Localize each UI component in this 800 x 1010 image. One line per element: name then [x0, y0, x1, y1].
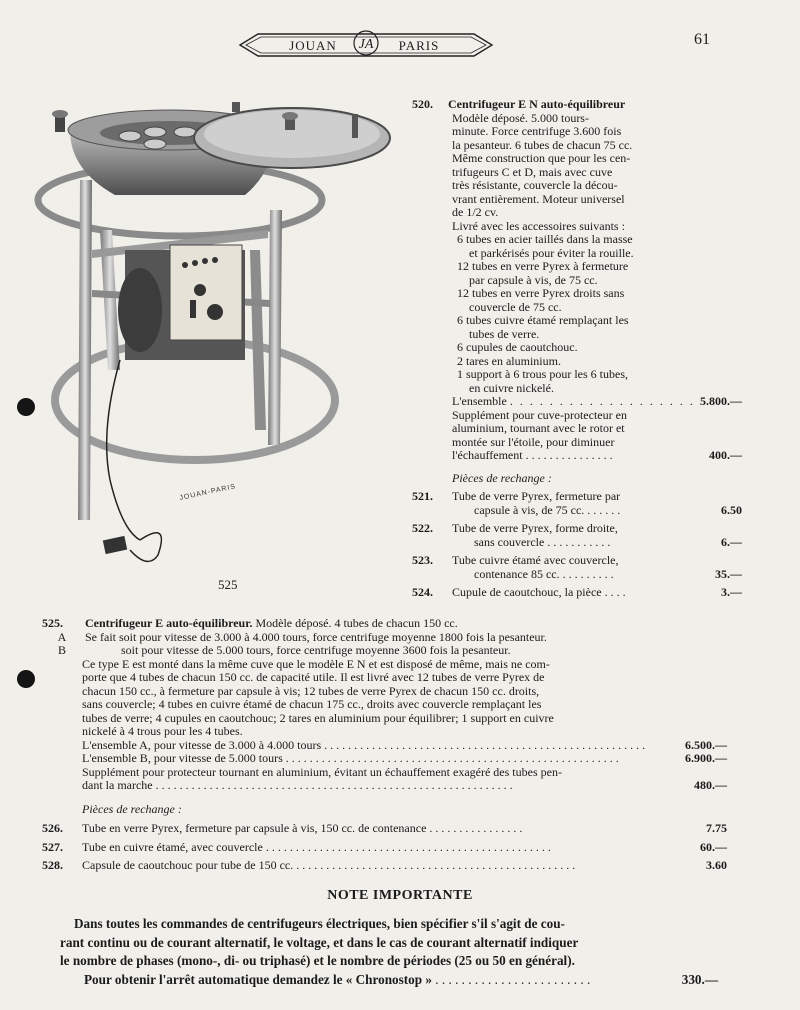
svg-text:JA: JA	[358, 37, 374, 52]
page-number: 61	[694, 31, 710, 48]
spares-list	[42, 822, 727, 873]
variant-b: soit pour vitesse de 5.000 tours, force centrifuge moyenne 3600 fois la pesanteur.	[121, 643, 511, 657]
spares-list	[412, 490, 742, 600]
supplement-price: 480.—	[694, 778, 727, 792]
logo-brand-right: PARIS	[398, 38, 440, 53]
spares-title: Pièces de rechange :	[82, 801, 182, 816]
jouan-paris-logo	[236, 28, 496, 62]
list-item: 6 cupules de caoutchouc.	[457, 340, 578, 354]
note-body: Dans toutes les commandes de centrifugeurs électriques, bien spécifier s'il s'agit de cou- rant continu ou de courant alternatif, le voltage, et dans le cas de courant alternatif indiquer le nombre de phases (mono-, di- ou triphasé) et le nombre de périodes (25 ou 50 en général). Pour obtenir l'arrêt automatique demandez le « Chronostop » . . . . . . . . . . . . . . . . . . . . . . . . 330.—	[60, 915, 732, 989]
list-item: 526. Tube en verre Pyrex, fermeture par capsule à vis, 150 cc. de contenance . . . . . . . . . . . . . . . . 7.75	[42, 821, 727, 835]
note-title: NOTE IMPORTANTE	[327, 888, 473, 903]
list-item: 2 tares en aluminium.	[457, 353, 561, 368]
list-item: 522. Tube de verre Pyrex, forme droite, sans couvercle . . . . . . . . . . . 6.—	[412, 521, 742, 549]
chronostop-price: 330.—	[681, 971, 718, 987]
supplement-price: 400.—	[709, 448, 742, 462]
chronostop-line: Pour obtenir l'arrêt automatique demandez le « Chronostop » . . . . . . . . . . . . . . . . . . . . . . . . 330.—	[60, 971, 732, 990]
list-item: 6 tubes cuivre étamé remplaçant les	[457, 313, 629, 327]
item-title: Centrifugeur E N auto-équilibreur	[448, 97, 626, 111]
item-520: 520. Centrifugeur E N auto-équilibreur Modèle déposé. 5.000 tours- minute. Force centrifuge 3.600 fois la pesanteur. 6 tubes de chacun 75 cc. Même construction que pour les cen- trifugeurs C et D, mais avec cuve très résistante, couvercle la décou- vrant entièrement. Moteur universel de 1/2 cv. Livré avec les accessoires suivants : 6 tubes en acier taillés dans la masse et parkérisés pour éviter la rouille. 12 tubes en verre Pyrex à fermeture par capsule à vis, de 75 cc. 12 tubes en verre Pyrex droits sans couvercle de 75 cc. 6 tubes cuivre étamé remplaçant les tubes de verre. 6 cupules de caoutchouc. 2 tares en aluminium. 1 support à 6 trous pour les 6 tubes, en cuivre nickelé. L'ensemble . . . . . . . . . . . . . . . . . . . 5.800.— Supplément pour cuve-protecteur en aluminium, tournant avec le rotor et montée sur l'étoile, pour diminuer l'échauffement . . . . . . . . . . . . . . . 400.— Pièces de rechange : 521. Tube de verre Pyrex, fermeture par capsule à vis, de 75 cc. . . . . . . 6.50 522. Tube de verre Pyrex, forme droite, sans couvercle . . . . . . . . . . . 6.— 523. Tube cuivre étamé avec couvercle, contenance 85 cc. . . . . . . . . . 35.— 524. Cupule de caoutchouc, la pièce . . . . 3.—	[412, 97, 742, 599]
item-description: Modèle déposé. 5.000 tours- minute. Force centrifuge 3.600 fois la pesanteur. 6 tubes de chacun 75 cc. Même construction que pour les cen- trifugeurs C et D, mais avec cuve très résistante, couvercle la décou- vrant entièrement. Moteur universel de 1/2 cv. Livré avec les accessoires suivants :	[452, 110, 633, 233]
list-item: 6 tubes en acier taillés dans la masse	[457, 232, 633, 246]
spares-title: Pièces de rechange :	[452, 470, 552, 485]
illustration-stamp: JOUAN-PARIS	[178, 483, 237, 502]
variant-a: Se fait soit pour vitesse de 3.000 à 4.000 tours, force centrifuge moyenne 1800 fois la pesanteur.	[85, 629, 547, 644]
list-item: 521. Tube de verre Pyrex, fermeture par capsule à vis, de 75 cc. . . . . . . 6.50	[412, 489, 742, 517]
ensemble-price: 5.800.—	[700, 394, 742, 408]
list-item: 524. Cupule de caoutchouc, la pièce . . . . 3.—	[412, 585, 742, 599]
ensemble-label: L'ensemble	[452, 394, 507, 408]
list-item: 1 support à 6 trous pour les 6 tubes,	[457, 367, 628, 381]
list-item: 528. Capsule de caoutchouc pour tube de 150 cc. . . . . . . . . . . . . . . . . . . . . . . . . . . . . . . . . . . . . . . . . . . . . . . . 3.60	[42, 858, 727, 872]
centrifuge-illustration	[30, 100, 400, 580]
item-description: Ce type E est monté dans la même cuve que le modèle E N et est disposé de même, mais ne com- porte que 4 tubes de chacun 150 cc. de capacité utile. Il est livré avec 12 tubes de verre Pyrex de chacun 150 cc., à fermeture par capsule à vis; 12 tubes de verre Pyrex de chacun 150 cc. droits, sans couvercle; 4 tubes en cuivre étamé de chacun 175 cc., droits avec couvercle remplaçant les tubes de verre; 4 cupules en caoutchouc; 2 tares en aluminium pour équilibrer; 1 support en cuivre nickelé à 4 trous pour les 4 tubes. L'ensemble A, pour vitesse de 3.000 à 4.000 tours . . . . . . . . . . . . . . . . . . . . . . . . . . . . . . . . . . . . . . . . . . . . . . . . . . . . . . 6.500.— L'ensemble B, pour vitesse de 5.000 tours . . . . . . . . . . . . . . . . . . . . . . . . . . . . . . . . . . . . . . . . . . . . . . . . . . . . . . . . 6.900.— Supplément pour protecteur tournant en aluminium, évitant un échauffement exagéré des tubes pen- dant la marche . . . . . . . . . . . . . . . . . . . . . . . . . . . . . . . . . . . . . . . . . . . . . . . . . . . . . . . . . . . . 480.—	[82, 656, 727, 792]
list-item: 527. Tube en cuivre étamé, avec couvercle . . . . . . . . . . . . . . . . . . . . . . . . . . . . . . . . . . . . . . . . . . . . . . . . 60.—	[42, 839, 727, 854]
item-title: Centrifugeur E auto-équilibreur.	[85, 616, 253, 630]
list-item: 523. Tube cuivre étamé avec couvercle, contenance 85 cc. . . . . . . . . . 35.—	[412, 553, 742, 581]
item-number: 525.	[42, 616, 63, 630]
accessory-list: 6 tubes en acier taillés dans la masse et parkérisés pour éviter la rouille. 12 tubes en verre Pyrex à fermeture par capsule à vis, de 75 cc. 12 tubes en verre Pyrex droits sans couvercle de 75 cc. 6 tubes cuivre étamé remplaçant les tubes de verre. 6 cupules de caoutchouc. 2 tares en aluminium. 1 support à 6 trous pour les 6 tubes, en cuivre nickelé.	[457, 233, 722, 395]
binder-hole	[17, 670, 35, 688]
price-b: 6.900.—	[685, 751, 727, 765]
item-number: 520.	[412, 97, 433, 111]
list-item: 12 tubes en verre Pyrex à fermeture	[457, 259, 629, 273]
logo-brand-left: JOUAN	[289, 38, 337, 53]
list-item: 12 tubes en verre Pyrex droits sans	[457, 286, 625, 300]
item-525: 525. Centrifugeur E auto-équilibreur. Modèle déposé. 4 tubes de chacun 150 cc. A Se fait soit pour vitesse de 3.000 à 4.000 tours, force centrifuge moyenne 1800 fois la pesanteur. B soit pour vitesse de 5.000 tours, force centrifuge moyenne 3600 fois la pesanteur. Ce type E est monté dans la même cuve que le modèle E N et est disposé de même, mais ne com- porte que 4 tubes de chacun 150 cc. de capacité utile. Il est livré avec 12 tubes de verre Pyrex de chacun 150 cc., à fermeture par capsule à vis; 12 tubes de verre Pyrex de chacun 150 cc. droits, sans couvercle; 4 tubes en cuivre étamé de chacun 175 cc., droits avec couvercle remplaçant les tubes de verre; 4 cupules en caoutchouc; 2 tares en aluminium pour équilibrer; 1 support en cuivre nickelé à 4 trous pour les 4 tubes. L'ensemble A, pour vitesse de 3.000 à 4.000 tours . . . . . . . . . . . . . . . . . . . . . . . . . . . . . . . . . . . . . . . . . . . . . . . . . . . . . . 6.500.— L'ensemble B, pour vitesse de 5.000 tours . . . . . . . . . . . . . . . . . . . . . . . . . . . . . . . . . . . . . . . . . . . . . . . . . . . . . . . . 6.900.— Supplément pour protecteur tournant en aluminium, évitant un échauffement exagéré des tubes pen- dant la marche . . . . . . . . . . . . . . . . . . . . . . . . . . . . . . . . . . . . . . . . . . . . . . . . . . . . . . . . . . . . 480.— Pièces de rechange : 526. Tube en verre Pyrex, fermeture par capsule à vis, 150 cc. de contenance . . . . . . . . . . . . . . . . 7.75 527. Tube en cuivre étamé, avec couvercle . . . . . . . . . . . . . . . . . . . . . . . . . . . . . . . . . . . . . . . . . . . . . . . . 60.— 528. Capsule de caoutchouc pour tube de 150 cc. . . . . . . . . . . . . . . . . . . . . . . . . . . . . . . . . . . . . . . . . . . . . . . . 3.60	[42, 616, 727, 872]
illustration-caption: 525	[218, 577, 238, 592]
ensemble-b: L'ensemble B, pour vitesse de 5.000 tours	[82, 751, 283, 765]
price-a: 6.500.—	[685, 737, 727, 752]
ensemble-a: L'ensemble A, pour vitesse de 3.000 à 4.000 tours	[82, 737, 322, 752]
